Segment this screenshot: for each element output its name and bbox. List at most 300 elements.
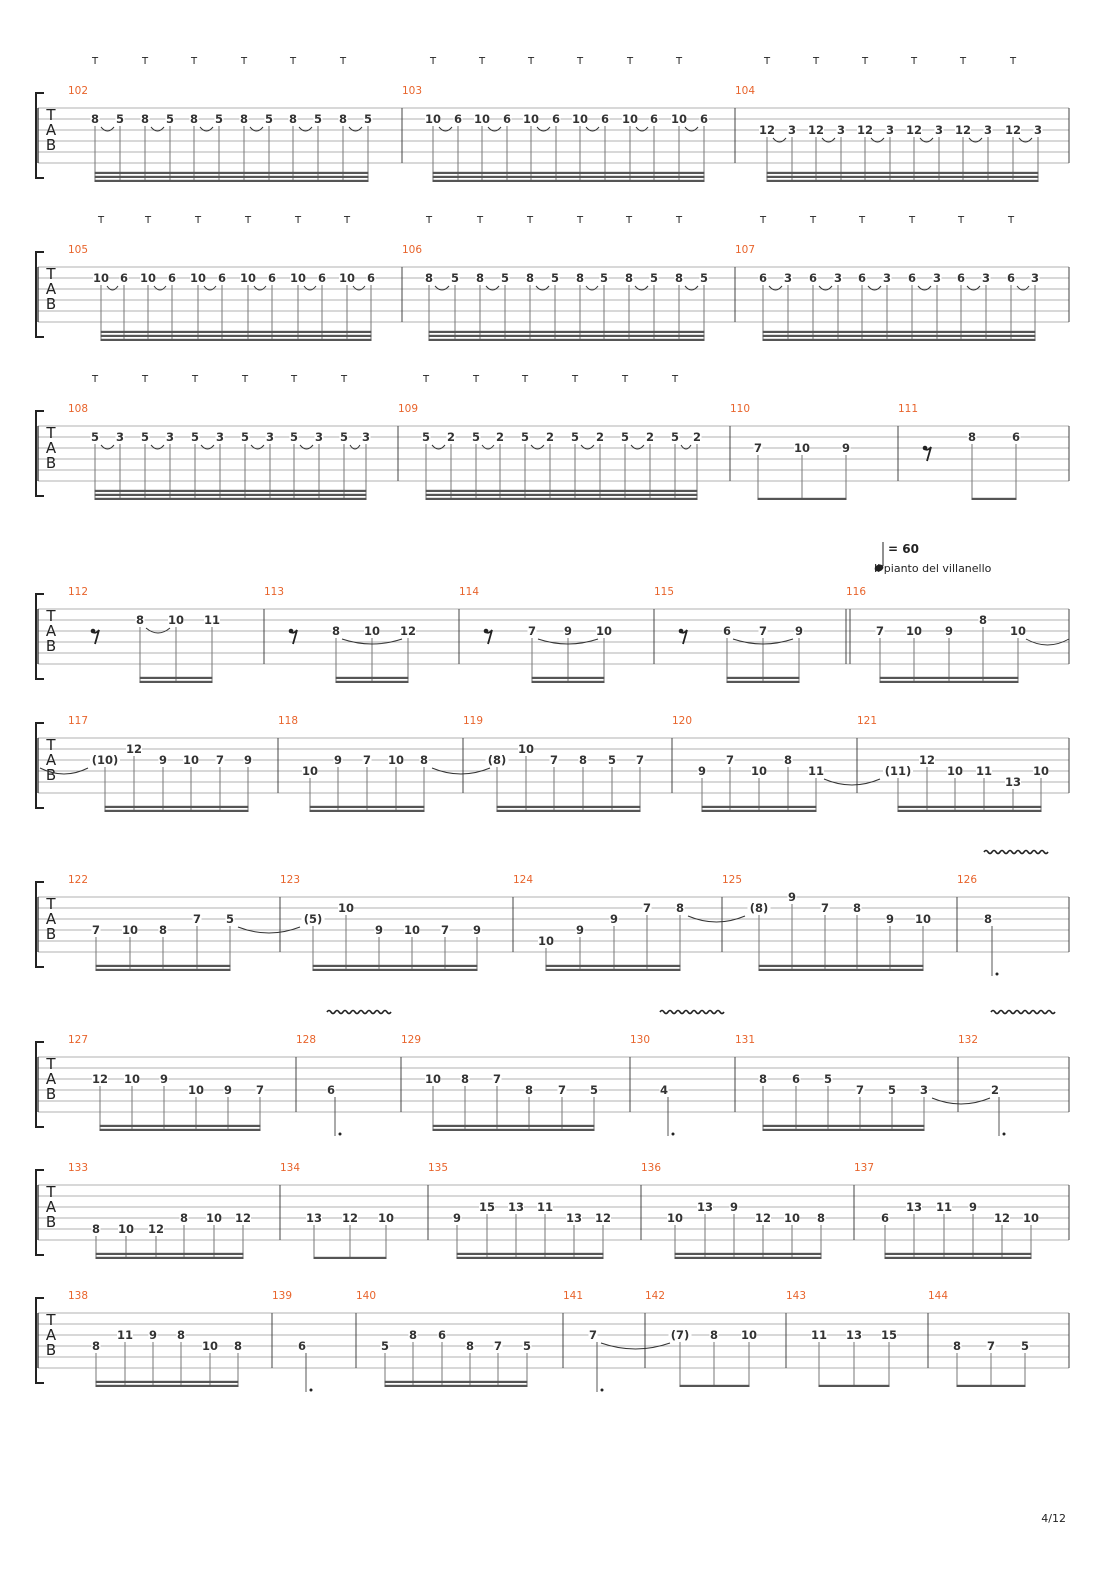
tab-note	[671, 112, 687, 181]
tap-mark: T	[527, 56, 535, 67]
beam	[680, 1385, 750, 1387]
beam	[101, 339, 372, 341]
tab-note	[381, 1339, 390, 1386]
fret-number: 11	[203, 613, 221, 627]
fret-number: 13	[845, 1328, 863, 1342]
system-bracket	[36, 1298, 44, 1383]
fret-number: 6	[857, 271, 867, 285]
tab-note	[168, 613, 184, 682]
tap-mark: T	[191, 374, 199, 385]
tab-note	[91, 430, 100, 499]
fret-number: 3	[314, 430, 324, 444]
measure-number: 135	[428, 1162, 449, 1174]
fret-number: 5	[240, 430, 250, 444]
system-bracket	[36, 723, 44, 808]
tab-clef-letter: A	[45, 439, 57, 457]
beam	[702, 810, 817, 812]
tab-system-4	[36, 586, 1069, 683]
tab-clef-letter: B	[45, 295, 57, 313]
tab-note	[748, 901, 771, 970]
tab-note	[340, 430, 349, 499]
measure-number: 109	[398, 403, 419, 415]
tab-note	[136, 613, 145, 682]
tap-mark: T	[1007, 215, 1015, 226]
tab-note	[755, 1211, 771, 1258]
fret-number: 3	[981, 271, 991, 285]
fret-number: 6	[366, 271, 376, 285]
fret-number: 8	[852, 901, 862, 915]
fret-number: 12	[1004, 123, 1022, 137]
tab-note	[422, 430, 431, 499]
tab-note	[957, 271, 966, 340]
fret-number: 7	[492, 1072, 502, 1086]
tab-note	[92, 1339, 101, 1386]
beam	[96, 1257, 244, 1259]
measure-number: 104	[735, 85, 756, 97]
fret-number: 8	[952, 1339, 962, 1353]
measure-number: 140	[356, 1290, 377, 1302]
measure-115	[654, 586, 804, 683]
fret-number: 9	[148, 1328, 158, 1342]
beam	[497, 806, 641, 808]
tab-note	[525, 1083, 534, 1130]
measure-number: 117	[68, 715, 89, 727]
tab-clef-letter: T	[46, 895, 56, 913]
measure-131	[735, 1034, 929, 1131]
tab-note	[576, 271, 585, 340]
fret-number: 5	[1020, 1339, 1030, 1353]
beam	[429, 335, 705, 337]
fret-number: 12	[234, 1211, 252, 1225]
fret-number: 12	[758, 123, 776, 137]
beam	[105, 810, 249, 812]
fret-number: 2	[645, 430, 655, 444]
fret-number: 8	[189, 112, 199, 126]
fret-number: 12	[754, 1211, 772, 1225]
tab-system-3	[36, 374, 1069, 500]
beam	[336, 677, 409, 679]
beam	[972, 498, 1017, 500]
fret-number: 3	[932, 271, 942, 285]
measure-number: 130	[630, 1034, 651, 1046]
fret-number: 5	[607, 753, 617, 767]
beam	[96, 1253, 244, 1255]
beam	[96, 1385, 239, 1387]
fret-number: 5	[620, 430, 630, 444]
fret-number: 8	[158, 923, 168, 937]
vibrato-mark	[991, 1011, 1055, 1014]
measure-138	[68, 1290, 243, 1387]
tab-note	[693, 430, 702, 499]
fret-number: 5	[471, 430, 481, 444]
measure-141	[563, 1290, 604, 1392]
fret-number: 9	[885, 912, 895, 926]
fret-number: 7	[875, 624, 885, 638]
tab-note	[91, 112, 100, 181]
measure-number: 128	[296, 1034, 317, 1046]
tap-mark: T	[763, 56, 771, 67]
tab-note	[982, 271, 991, 340]
tab-note	[523, 112, 539, 181]
tab-note	[494, 1339, 503, 1386]
measure-130	[630, 1011, 724, 1137]
fret-number: 6	[326, 1083, 336, 1097]
fret-number: 10	[167, 613, 185, 627]
tab-note	[953, 1339, 962, 1386]
tap-mark: T	[812, 56, 820, 67]
fret-number: 8	[578, 753, 588, 767]
fret-number: 8	[709, 1328, 719, 1342]
fret-number: 8	[967, 430, 977, 444]
fret-number: 5	[450, 271, 460, 285]
fret-number: 3	[833, 271, 843, 285]
tab-note	[1031, 271, 1040, 340]
vibrato-mark	[984, 851, 1048, 854]
fret-number: 15	[880, 1328, 898, 1342]
eighth-rest-dot	[679, 629, 684, 634]
fret-number: 5	[649, 271, 659, 285]
fret-number: 8	[91, 1339, 101, 1353]
system-bracket	[36, 1170, 44, 1255]
measure-number: 129	[401, 1034, 422, 1046]
beam	[95, 498, 367, 500]
fret-number: 8	[90, 112, 100, 126]
beam	[763, 335, 1036, 337]
tab-clef-letter: A	[45, 1198, 57, 1216]
tab-note	[234, 1339, 243, 1386]
fret-number: 5	[264, 112, 274, 126]
dotted-note-dot	[1003, 1133, 1006, 1136]
beam	[759, 965, 924, 967]
fret-number: 3	[215, 430, 225, 444]
measure-134	[280, 1162, 394, 1259]
fret-number: 10	[571, 112, 589, 126]
fret-number: 9	[563, 624, 573, 638]
system-bracket	[36, 882, 44, 967]
measure-number: 112	[68, 586, 89, 598]
beam	[763, 1125, 925, 1127]
beam	[140, 681, 213, 683]
measure-number: 133	[68, 1162, 89, 1174]
tab-clef-letter: B	[45, 136, 57, 154]
tab-clef-letter: B	[45, 454, 57, 472]
tab-note	[441, 923, 450, 970]
fret-number: 5	[190, 430, 200, 444]
measure-120	[672, 715, 824, 812]
fret-number: 9	[841, 441, 851, 455]
beam	[898, 810, 1042, 812]
tab-note	[994, 1211, 1010, 1258]
fret-number: 12	[91, 1072, 109, 1086]
tap-mark: T	[339, 56, 347, 67]
fret-number: 8	[176, 1328, 186, 1342]
measure-number: 142	[645, 1290, 666, 1302]
beam	[457, 1257, 604, 1259]
tab-clef-letter: T	[46, 1183, 56, 1201]
measure-number: 123	[280, 874, 301, 886]
tab-note	[425, 112, 441, 181]
beam	[336, 681, 409, 683]
tab-note	[834, 271, 843, 340]
measure-143	[786, 1290, 897, 1387]
tab-note	[667, 1211, 683, 1258]
tab-note	[821, 901, 830, 970]
fret-number: 10	[1022, 1211, 1040, 1225]
beam	[385, 1381, 528, 1383]
fret-number: (11)	[884, 764, 912, 778]
measure-number: 144	[928, 1290, 949, 1302]
fret-number: 5	[522, 1339, 532, 1353]
fret-number: 8	[135, 613, 145, 627]
fret-number: 3	[115, 430, 125, 444]
fret-number: 2	[495, 430, 505, 444]
measure-number: 143	[786, 1290, 807, 1302]
fret-number: 8	[465, 1339, 475, 1353]
tap-mark: T	[144, 215, 152, 226]
measure-123	[280, 874, 482, 971]
page-number: 4/12	[1041, 1512, 1066, 1525]
tap-mark: T	[190, 56, 198, 67]
measure-number: 124	[513, 874, 534, 886]
tab-note	[808, 764, 824, 811]
tab-note	[141, 112, 150, 181]
tap-mark: T	[476, 215, 484, 226]
tab-clef-letter: T	[46, 607, 56, 625]
tab-note	[589, 1328, 604, 1392]
fret-number: 8	[978, 613, 988, 627]
tab-note	[920, 1083, 929, 1130]
tab-clef-letter: B	[45, 1085, 57, 1103]
measure-number: 118	[278, 715, 299, 727]
beam	[95, 172, 369, 174]
tab-note	[367, 271, 376, 340]
fret-number: 5	[115, 112, 125, 126]
tab-clef-letter: B	[45, 1341, 57, 1359]
fret-number: 9	[158, 753, 168, 767]
fret-number: 10	[537, 934, 555, 948]
tab-note	[122, 923, 138, 970]
tab-note	[856, 1083, 865, 1130]
beam	[429, 331, 705, 333]
tap-mark: T	[91, 56, 99, 67]
fret-number: 9	[697, 764, 707, 778]
beam	[105, 806, 249, 808]
tap-mark: T	[1009, 56, 1017, 67]
fret-number: (7)	[670, 1328, 690, 1342]
tab-system-1	[36, 56, 1069, 182]
fret-number: 10	[301, 764, 319, 778]
tap-mark: T	[343, 215, 351, 226]
systems	[36, 56, 1069, 1392]
measure-116	[846, 586, 1026, 683]
fret-number: 10	[187, 1083, 205, 1097]
beam	[96, 969, 231, 971]
tab-note	[1021, 1339, 1030, 1386]
fret-number: 10	[424, 112, 442, 126]
fret-number: 10	[666, 1211, 684, 1225]
fret-number: 7	[557, 1083, 567, 1097]
fret-number: 9	[575, 923, 585, 937]
fret-number: 5	[823, 1072, 833, 1086]
fret-number: 3	[361, 430, 371, 444]
dotted-note-dot	[996, 973, 999, 976]
tab-note	[290, 271, 306, 340]
tap-mark: T	[141, 56, 149, 67]
beam	[95, 180, 369, 182]
beam	[880, 677, 1019, 679]
tap-mark: T	[294, 215, 302, 226]
tab-note	[306, 1211, 322, 1258]
tab-note	[314, 112, 323, 181]
fret-number: 6	[167, 271, 177, 285]
fret-number: 10	[182, 753, 200, 767]
fret-number: 8	[91, 1222, 101, 1236]
tap-mark: T	[675, 56, 683, 67]
measure-127	[68, 1034, 265, 1131]
tab-note	[339, 271, 355, 340]
tab-note	[908, 271, 917, 340]
tab-note	[180, 1211, 189, 1258]
fret-number: 13	[1004, 775, 1022, 789]
fret-number: 8	[424, 271, 434, 285]
tab-note	[968, 430, 977, 499]
measure-122	[68, 874, 235, 971]
tab-note	[453, 1211, 462, 1258]
tap-mark: T	[861, 56, 869, 67]
tab-note	[318, 271, 327, 340]
fret-number: 9	[159, 1072, 169, 1086]
tap-mark: T	[858, 215, 866, 226]
fret-number: 8	[179, 1211, 189, 1225]
beam	[497, 810, 641, 812]
tab-note	[888, 1083, 897, 1130]
slur	[146, 628, 170, 633]
beam	[95, 176, 369, 178]
measure-number: 111	[898, 403, 919, 415]
measure-number: 115	[654, 586, 675, 598]
measure-112	[68, 586, 220, 683]
beam	[433, 1125, 595, 1127]
fret-number: (5)	[303, 912, 323, 926]
tab-note	[256, 1083, 265, 1130]
tap-mark: T	[571, 374, 579, 385]
tab-note	[622, 112, 638, 181]
tab-clef-letter: A	[45, 910, 57, 928]
tab-note	[700, 112, 709, 181]
fret-number: 10	[337, 901, 355, 915]
tab-note	[235, 1211, 251, 1258]
beam	[727, 681, 800, 683]
tap-mark: T	[422, 374, 430, 385]
beam	[385, 1385, 528, 1387]
beam	[101, 335, 372, 337]
beam	[767, 172, 1039, 174]
measure-110	[730, 403, 851, 500]
measure-135	[428, 1162, 611, 1259]
fret-number: 9	[968, 1200, 978, 1214]
tab-note	[188, 1083, 204, 1130]
measure-113	[264, 586, 416, 683]
fret-number: 3	[1030, 271, 1040, 285]
fret-number: 6	[791, 1072, 801, 1086]
fret-number: 10	[205, 1211, 223, 1225]
measure-number: 136	[641, 1162, 662, 1174]
fret-number: 12	[594, 1211, 612, 1225]
tab-note	[759, 271, 768, 340]
fret-number: 5	[289, 430, 299, 444]
tab-note	[339, 112, 348, 181]
tap-mark: T	[289, 56, 297, 67]
fret-number: 13	[305, 1211, 323, 1225]
tab-note	[302, 764, 318, 811]
tab-note	[551, 271, 560, 340]
fret-number: 12	[954, 123, 972, 137]
tab-note	[289, 112, 298, 181]
fret-number: 7	[493, 1339, 503, 1353]
fret-number: 11	[810, 1328, 828, 1342]
fret-number: 6	[502, 112, 512, 126]
beam	[433, 180, 705, 182]
measure-number: 106	[402, 244, 423, 256]
fret-number: 6	[907, 271, 917, 285]
beam	[429, 339, 705, 341]
beam	[310, 810, 425, 812]
tab-note	[621, 430, 630, 499]
fret-number: 9	[223, 1083, 233, 1097]
tab-note	[933, 271, 942, 340]
fret-number: 8	[758, 1072, 768, 1086]
dotted-note-dot	[672, 1133, 675, 1136]
tab-note	[576, 923, 585, 970]
tab-clef-letter: A	[45, 751, 57, 769]
measure-144	[928, 1290, 1030, 1387]
beam	[957, 1385, 1026, 1387]
measure-139	[272, 1290, 313, 1392]
fret-number: 7	[440, 923, 450, 937]
tempo-marking	[874, 542, 992, 575]
fret-number: 12	[341, 1211, 359, 1225]
measure-number: 114	[459, 586, 480, 598]
tab-clef-letter: B	[45, 637, 57, 655]
beam	[100, 1129, 261, 1131]
fret-number: 10	[473, 112, 491, 126]
tap-mark: T	[526, 215, 534, 226]
tab-clef-letter: T	[46, 1311, 56, 1329]
fret-number: 2	[545, 430, 555, 444]
measure-number: 127	[68, 1034, 89, 1046]
tab-system-9	[36, 1290, 1069, 1392]
fret-number: 7	[527, 624, 537, 638]
tab-note	[809, 271, 818, 340]
fret-number: 9	[472, 923, 482, 937]
fret-number: 10	[750, 764, 768, 778]
measure-136	[641, 1162, 826, 1259]
tab-note	[858, 271, 867, 340]
tab-note	[159, 923, 168, 970]
tab-note	[92, 923, 101, 970]
beam	[759, 969, 924, 971]
tab-note	[120, 271, 129, 340]
fret-number: 8	[624, 271, 634, 285]
fret-number: 11	[935, 1200, 953, 1214]
fret-number: 9	[609, 912, 619, 926]
fret-number: 9	[729, 1200, 739, 1214]
fret-number: 11	[116, 1328, 134, 1342]
fret-number: 13	[565, 1211, 583, 1225]
measure-number: 122	[68, 874, 89, 886]
fret-number: 8	[524, 1083, 534, 1097]
tab-note	[546, 430, 555, 499]
